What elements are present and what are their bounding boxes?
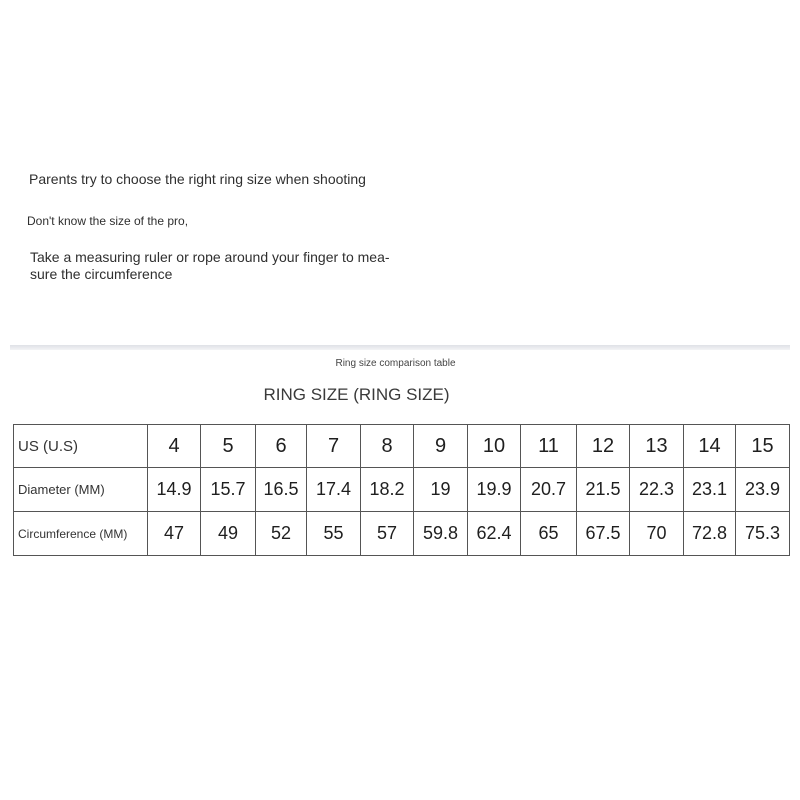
us-size-cell: 7 [307,425,361,468]
table-caption: Ring size comparison table [335,358,456,369]
us-size-cell: 5 [201,425,256,468]
diameter-label: Diameter (MM) [14,468,148,512]
intro-line-unknown-size: Don't know the size of the pro, [27,214,189,228]
us-size-label: US (U.S) [14,425,148,468]
us-size-cell: 8 [361,425,414,468]
us-size-cell: 13 [630,425,684,468]
us-size-cell: 4 [148,425,201,468]
diameter-cell: 21.5 [577,468,630,512]
circumference-cell: 49 [201,512,256,556]
circumference-cell: 57 [361,512,414,556]
diameter-cell: 18.2 [361,468,414,512]
circumference-cell: 52 [256,512,307,556]
diameter-cell: 14.9 [148,468,201,512]
diameter-cell: 19 [414,468,468,512]
diameter-cell: 22.3 [630,468,684,512]
section-divider [10,345,790,350]
circumference-cell: 70 [630,512,684,556]
table-title: RING SIZE (RING SIZE) [263,385,450,404]
us-size-cell: 9 [414,425,468,468]
us-size-cell: 14 [684,425,736,468]
diameter-cell: 23.9 [736,468,790,512]
circumference-cell: 65 [521,512,577,556]
diameter-cell: 16.5 [256,468,307,512]
diameter-row [14,468,790,512]
circumference-cell: 75.3 [736,512,790,556]
diameter-cell: 19.9 [468,468,521,512]
us-size-cell: 11 [521,425,577,468]
circumference-cell: 67.5 [577,512,630,556]
circumference-label: Circumference (MM) [14,512,148,556]
ring-size-table [13,424,790,556]
intro-line-measure-instruction: Take a measuring ruler or rope around your finger to mea- sure the circumference [30,249,390,282]
intro-line-choose-size: Parents try to choose the right ring size when shooting [29,171,366,187]
diameter-cell: 20.7 [521,468,577,512]
circumference-row [14,512,790,556]
us-size-cell: 10 [468,425,521,468]
circumference-cell: 47 [148,512,201,556]
us-size-row [14,425,790,468]
us-size-cell: 15 [736,425,790,468]
circumference-cell: 59.8 [414,512,468,556]
us-size-cell: 6 [256,425,307,468]
circumference-cell: 72.8 [684,512,736,556]
diameter-cell: 17.4 [307,468,361,512]
diameter-cell: 23.1 [684,468,736,512]
diameter-cell: 15.7 [201,468,256,512]
us-size-cell: 12 [577,425,630,468]
circumference-cell: 55 [307,512,361,556]
circumference-cell: 62.4 [468,512,521,556]
